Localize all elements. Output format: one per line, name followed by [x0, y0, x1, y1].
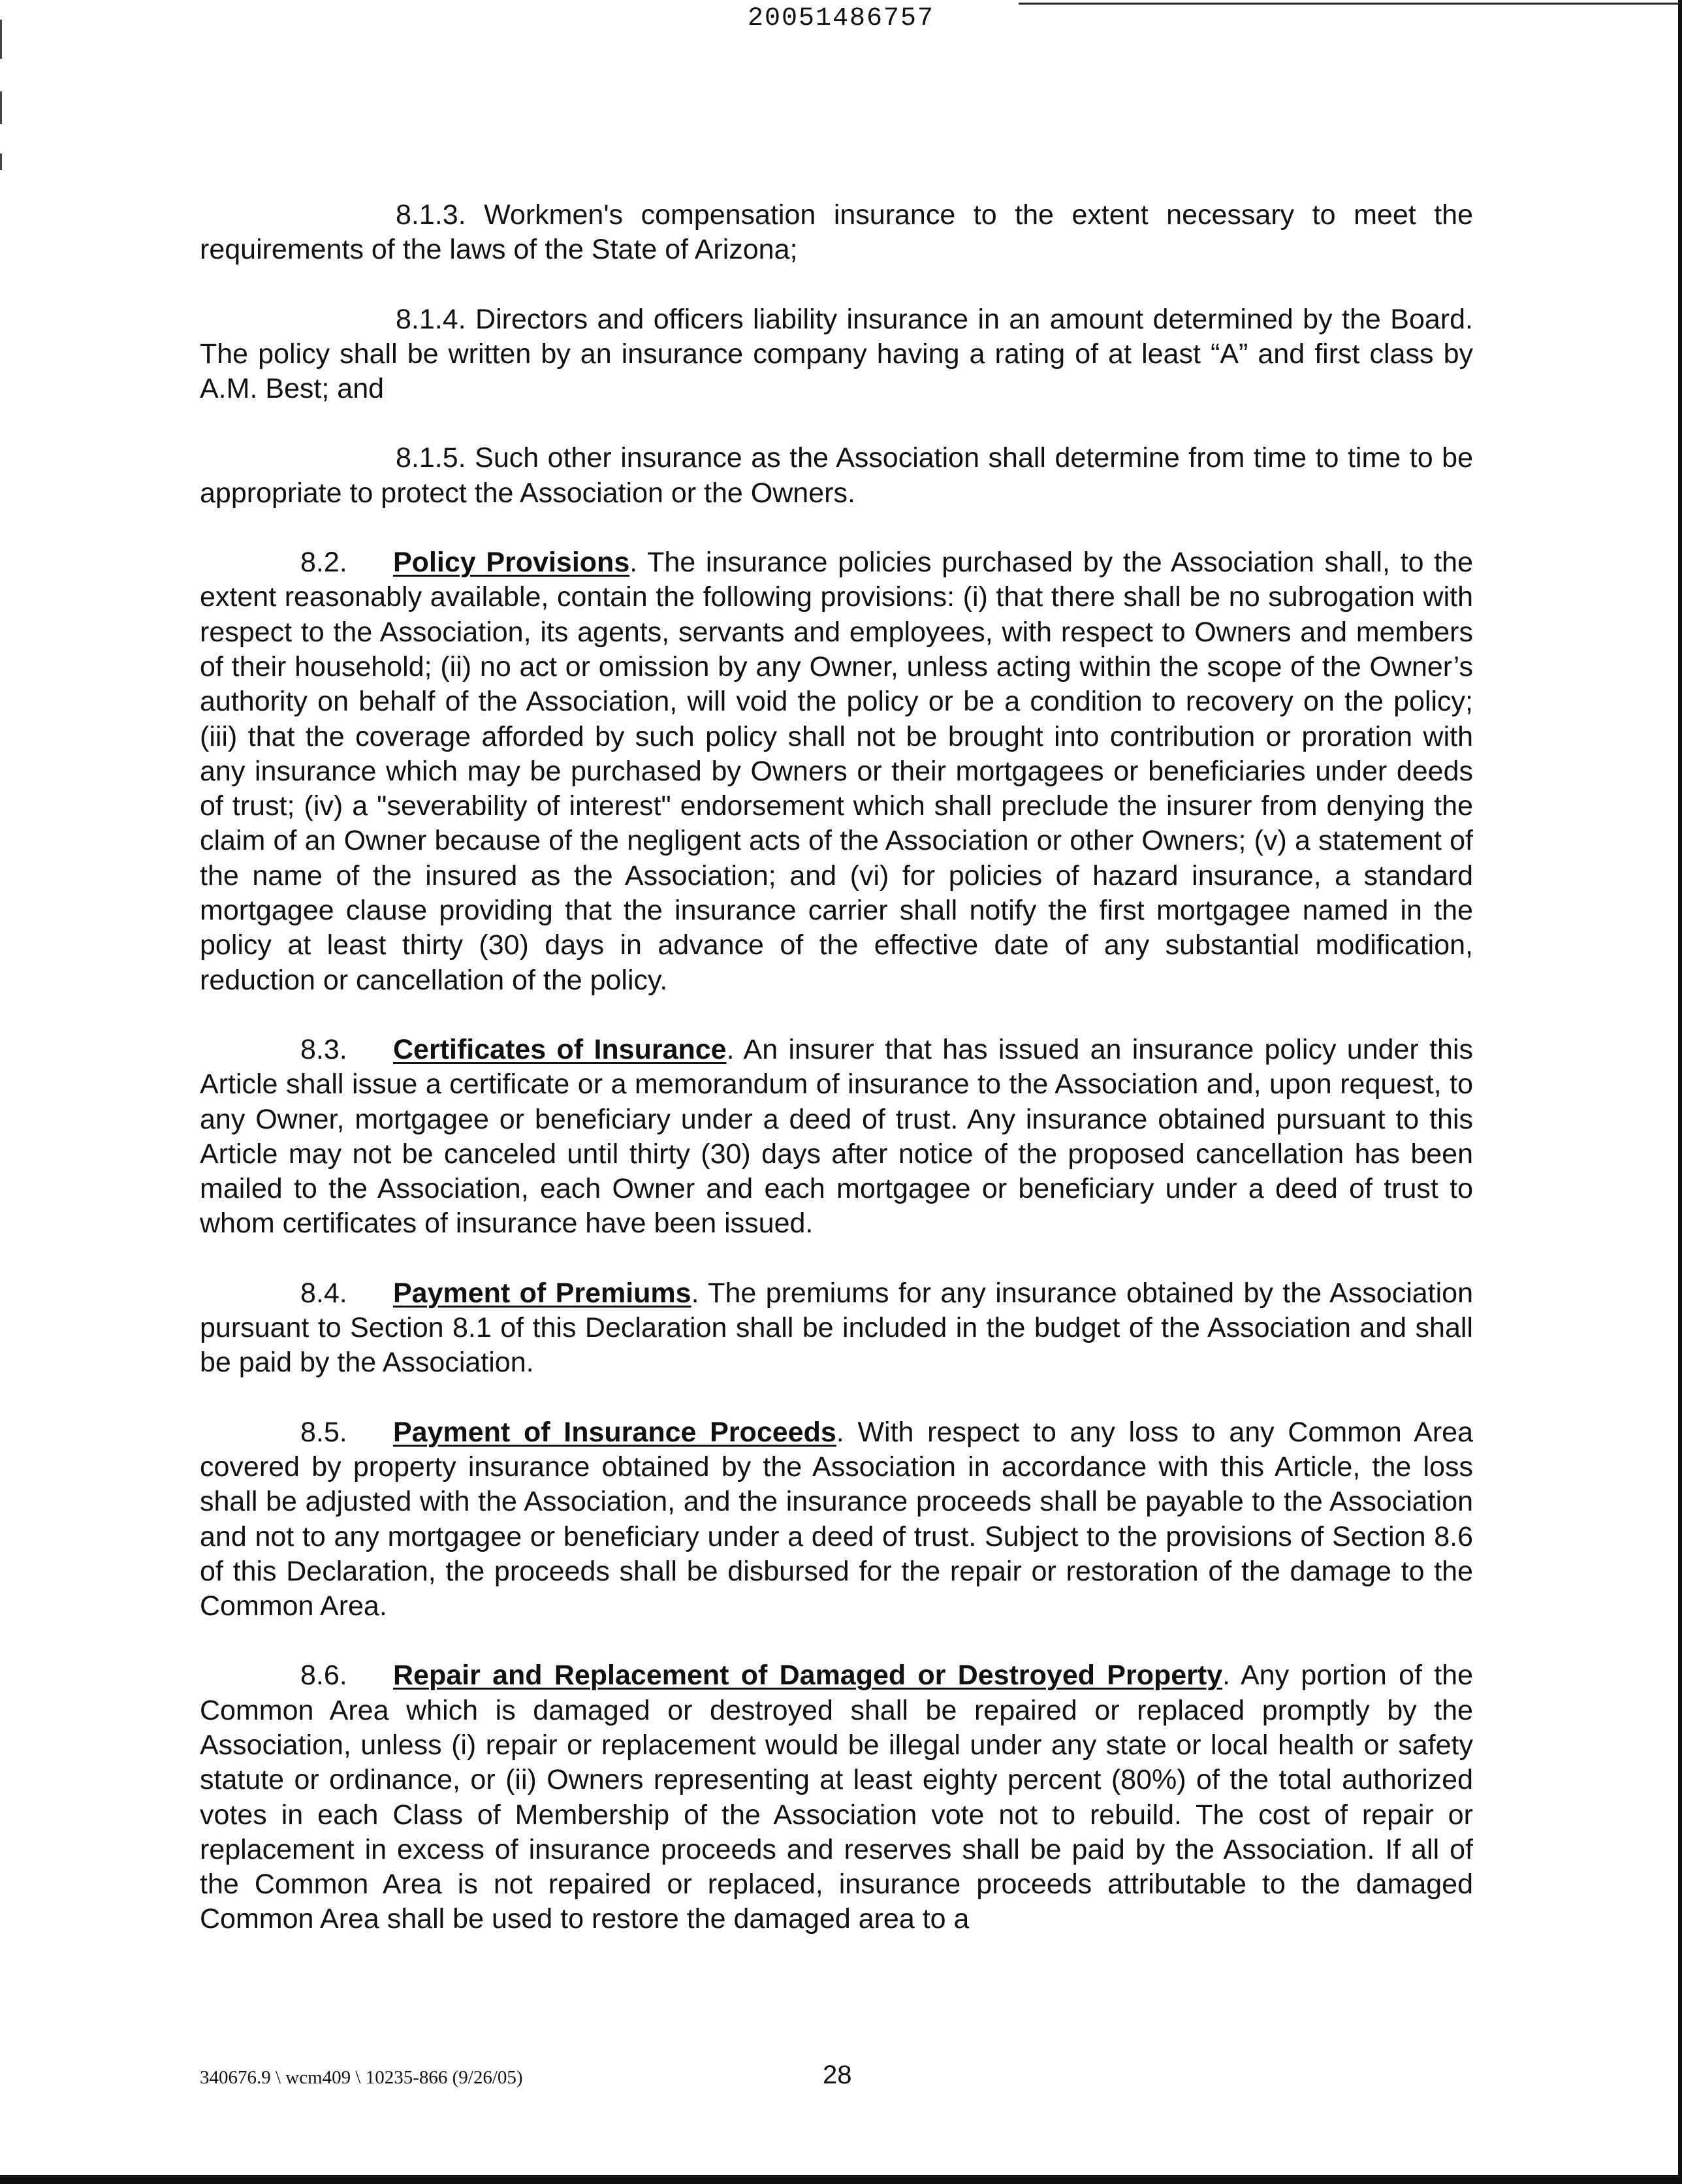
scan-edge-bottom [0, 2175, 1682, 2184]
subsection-text: Workmen's compensation insurance to the extent necessary to meet the requirements of the laws of the State of Arizona; [200, 199, 1473, 266]
section-number: 8.2. [300, 547, 347, 579]
subsection-text: Directors and officers liability insurance in an amount determined by the Board. The policy shall be written by an insurance company having a rating of at least “A” and first class by A.M. Best; and [200, 303, 1473, 405]
subsection-number: 8.1.3. [396, 199, 466, 231]
section-number: 8.6. [300, 1660, 347, 1692]
section-number: 8.3. [300, 1033, 347, 1065]
footer-document-reference: 340676.9 \ wcm409 \ 10235-866 (9/26/05) [200, 2067, 523, 2088]
section-text: . With respect to any loss to any Common Area covered by property insurance obtained by the Association in accordance with this Article, the loss shall be adjusted with the Association, and the insurance proceeds shall be payable to the Association and not to any mortgagee or beneficiary under a deed of trust. Subject to the provisions of Section 8.6 of this Declaration, the proceeds shall be disbursed for the repair or restoration of the damage to the Common Area. [200, 1416, 1474, 1622]
section-heading: Payment of Premiums [393, 1277, 691, 1309]
document-number: 20051486757 [747, 4, 935, 33]
section-text: . The insurance policies purchased by the Association shall, to the extent reasonably available, contain the following provisions: (i) that there shall be no subrogation with respect to the Association, its agents, servants and employees, with respect to Owners and members of their household; (ii) no act or omission by any Owner, unless acting within the scope of the Owner’s authority on behalf of the Association, will void the policy or be a condition to recovery on the policy; (iii) that the coverage afforded by such policy shall not be brought into contribution or proration with any insurance which may be purchased by Owners or their mortgagees or beneficiaries under deeds of trust; (iv) a "severability of interest" endorsement which shall preclude the insurer from denying the claim of an Owner because of the negligent acts of the Association or other Owners; (v) a statement of the name of the insured as the Association; and (vi) for policies of hazard insurance, a standard mortgagee clause providing that the insurance carrier shall notify the first mortgagee named in the policy at least thirty (30) days in advance of the effective date of any substantial modification, reduction or cancellation of the policy. [200, 547, 1473, 996]
subsection-8-1-4 [200, 302, 1473, 407]
section-number: 8.5. [300, 1416, 347, 1448]
section-8-4 [200, 1276, 1473, 1381]
section-heading: Repair and Replacement of Damaged or Destroyed Property [393, 1660, 1223, 1692]
section-8-2 [200, 545, 1473, 998]
section-text: . An insurer that has issued an insurance policy under this Article shall issue a certificate or a memorandum of insurance to the Association and, upon request, to any Owner, mortgagee or beneficiary under a deed of trust. Any insurance obtained pursuant to this Article may not be canceled until thirty (30) days after notice of the proposed cancellation has been mailed to the Association, each Owner and each mortgagee or beneficiary under a deed of trust to whom certificates of insurance have been issued. [200, 1033, 1473, 1240]
subsection-number: 8.1.4. [396, 303, 466, 335]
section-heading: Policy Provisions [393, 547, 630, 579]
document-body [200, 198, 1473, 1972]
section-text: . Any portion of the Common Area which is damaged or destroyed shall be repaired or replaced promptly by the Association, unless (i) repair or replacement would be illegal under any state or local health or safety statute or ordinance, or (ii) Owners representing at least eighty percent (80%) of the total authorized votes in each Class of Membership of the Association vote not to rebuild. The cost of repair or replacement in excess of insurance proceeds and reserves shall be paid by the Association. If all of the Common Area is not repaired or replaced, insurance proceeds attributable to the damaged Common Area shall be used to restore the damaged area to a [200, 1660, 1473, 1935]
scan-margin-mark [0, 91, 2, 124]
footer-page-number: 28 [823, 2061, 852, 2089]
subsection-text: Such other insurance as the Association shall determine from time to time to be appropriate to protect the Association or the Owners. [200, 442, 1473, 509]
section-number: 8.4. [300, 1277, 347, 1309]
section-text: . The premiums for any insurance obtained by the Association pursuant to Section 8.1 of this Declaration shall be included in the budget of the Association and shall be paid by the Association. [200, 1277, 1473, 1379]
section-heading: Payment of Insurance Proceeds [393, 1416, 836, 1448]
subsection-number: 8.1.5. [396, 442, 466, 474]
section-8-6 [200, 1658, 1473, 1936]
section-8-3 [200, 1033, 1473, 1242]
subsection-8-1-3 [200, 198, 1473, 268]
scan-edge-right [1678, 0, 1682, 2184]
scan-margin-mark [0, 153, 2, 170]
section-8-5 [200, 1415, 1473, 1624]
subsection-8-1-5 [200, 441, 1473, 511]
section-heading: Certificates of Insurance [393, 1033, 727, 1065]
